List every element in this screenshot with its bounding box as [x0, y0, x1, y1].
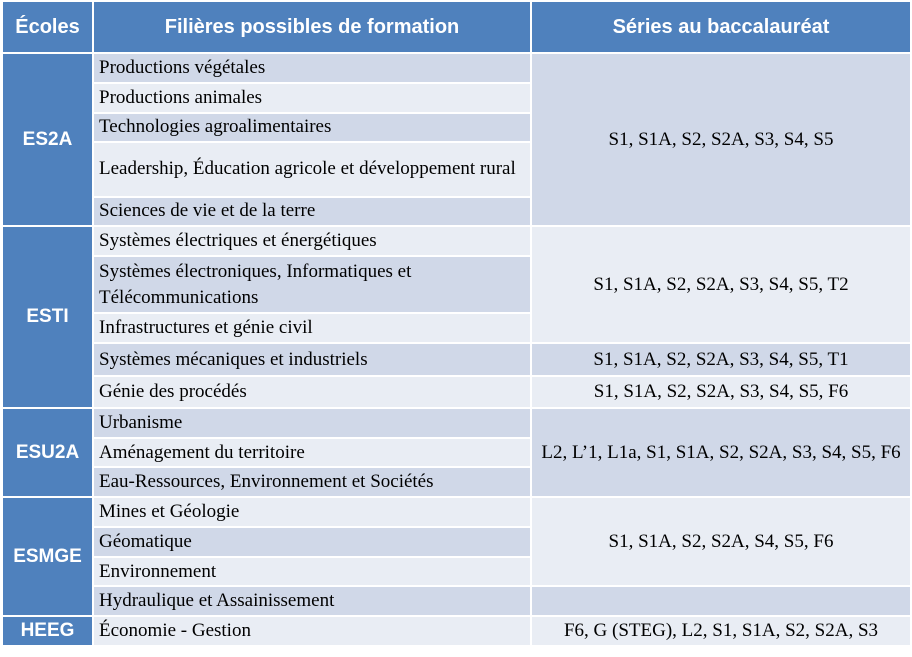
series-cell: S1, S1A, S2, S2A, S3, S4, S5 [531, 53, 911, 226]
series-cell: F6, G (STEG), L2, S1, S1A, S2, S2A, S3 [531, 616, 911, 646]
filiere-cell: Productions animales [93, 83, 531, 113]
series-cell: S1, S1A, S2, S2A, S4, S5, F6 [531, 497, 911, 586]
filiere-cell: Urbanisme [93, 408, 531, 438]
filiere-cell: Sciences de vie et de la terre [93, 197, 531, 227]
filiere-cell: Systèmes électriques et énergétiques [93, 226, 531, 256]
filiere-cell: Génie des procédés [93, 376, 531, 408]
series-cell: L2, L’1, L1a, S1, S1A, S2, S2A, S3, S4, S5, F6 [531, 408, 911, 497]
series-cell: S1, S1A, S2, S2A, S3, S4, S5, T1 [531, 343, 911, 376]
series-cell-empty [531, 586, 911, 616]
school-name-esti: ESTI [2, 226, 93, 408]
school-name-esmge: ESMGE [2, 497, 93, 616]
table-row [2, 497, 911, 527]
school-name-es2a: ES2A [2, 53, 93, 226]
schools-table [1, 0, 912, 647]
filiere-cell: Technologies agroalimentaires [93, 113, 531, 143]
filiere-cell: Systèmes mécaniques et industriels [93, 343, 531, 376]
filiere-cell: Environnement [93, 557, 531, 587]
table-row [2, 343, 911, 376]
filiere-cell: Eau-Ressources, Environnement et Sociétés [93, 467, 531, 497]
filiere-cell: Leadership, Éducation agricole et développement rural [93, 142, 531, 196]
table-row [2, 408, 911, 438]
school-name-esu2a: ESU2A [2, 408, 93, 497]
table-row [2, 376, 911, 408]
filiere-cell: Mines et Géologie [93, 497, 531, 527]
series-cell: S1, S1A, S2, S2A, S3, S4, S5, T2 [531, 226, 911, 343]
filiere-cell: Économie - Gestion [93, 616, 531, 646]
filiere-cell: Productions végétales [93, 53, 531, 83]
table-row [2, 586, 911, 616]
filiere-cell: Infrastructures et génie civil [93, 313, 531, 343]
table-row [2, 226, 911, 256]
filiere-cell: Aménagement du territoire [93, 438, 531, 468]
filiere-cell: Systèmes électroniques, Informatiques et Télécommunications [93, 256, 531, 313]
header-series: Séries au baccalauréat [531, 1, 911, 53]
filiere-cell: Géomatique [93, 527, 531, 557]
header-row [2, 1, 911, 53]
table-row [2, 616, 911, 646]
filiere-cell: Hydraulique et Assainissement [93, 586, 531, 616]
header-ecoles: Écoles [2, 1, 93, 53]
school-name-heeg: HEEG [2, 616, 93, 646]
header-filieres: Filières possibles de formation [93, 1, 531, 53]
table-row [2, 53, 911, 83]
series-cell: S1, S1A, S2, S2A, S3, S4, S5, F6 [531, 376, 911, 408]
